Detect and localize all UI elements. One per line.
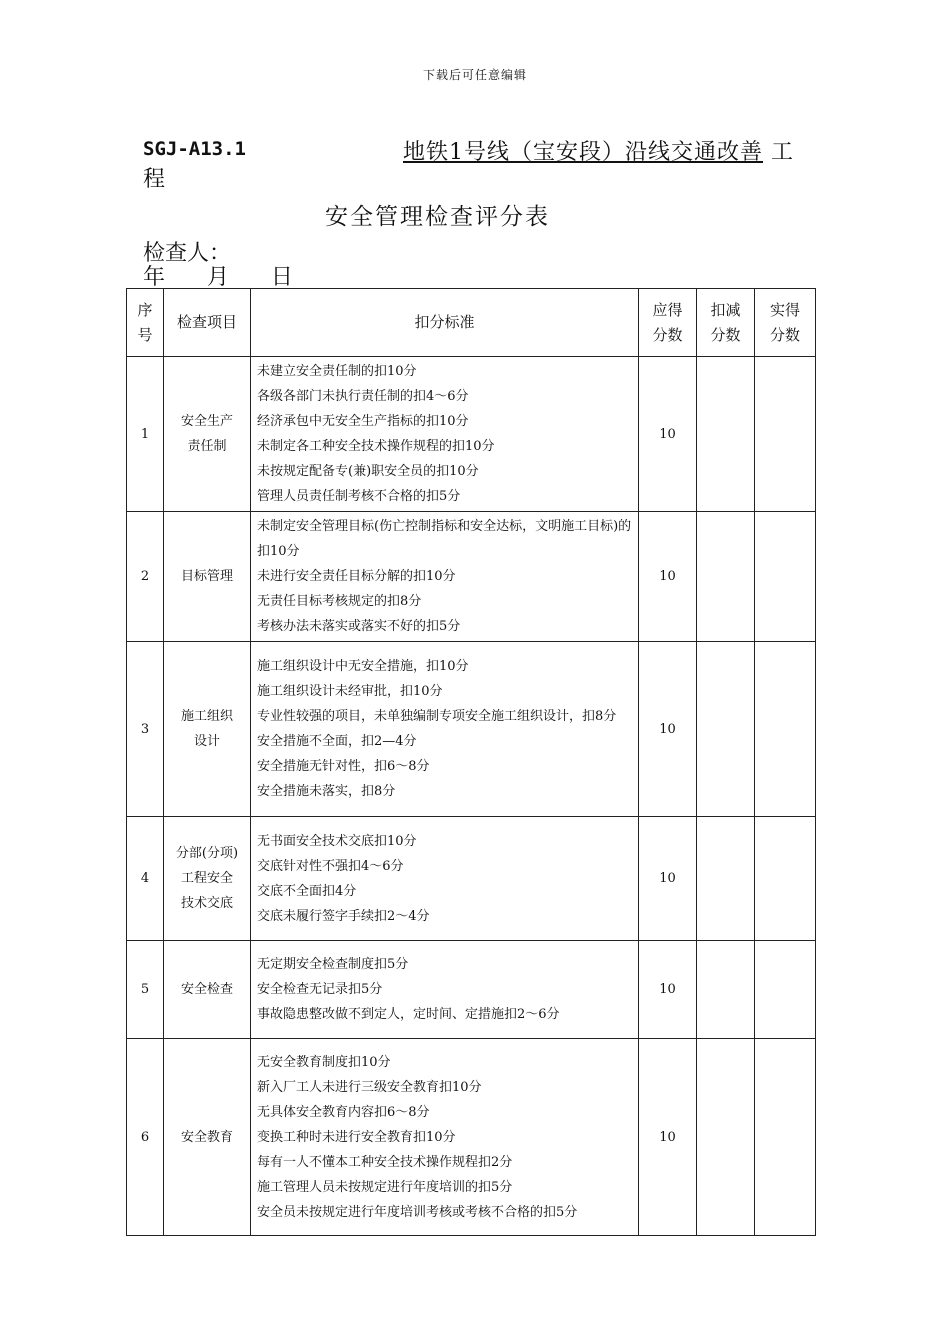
criteria-line: 未建立安全责任制的扣10分 bbox=[257, 364, 417, 379]
row-max-score: 10 bbox=[639, 941, 697, 1039]
criteria-line: 无责任目标考核规定的扣8分 bbox=[257, 594, 422, 609]
criteria-line: 无定期安全检查制度扣5分 bbox=[257, 957, 409, 972]
project-name-end: 工 bbox=[771, 140, 795, 165]
row-deduction-cell[interactable] bbox=[697, 941, 755, 1039]
criteria-line: 未制定各工种安全技术操作规程的扣10分 bbox=[257, 439, 495, 454]
criteria-line: 施工组织设计未经审批，扣10分 bbox=[257, 684, 443, 699]
row-no: 4 bbox=[127, 817, 164, 941]
criteria-line: 交底未履行签字手续扣2～4分 bbox=[257, 908, 430, 924]
row-no: 6 bbox=[127, 1039, 164, 1236]
row-max-score: 10 bbox=[639, 642, 697, 817]
row-no: 3 bbox=[127, 642, 164, 817]
table-row bbox=[127, 357, 816, 512]
date-label: 年 月 日 bbox=[143, 265, 293, 290]
criteria-line: 安全措施未落实，扣8分 bbox=[257, 784, 396, 799]
row-actual-cell[interactable] bbox=[755, 642, 816, 817]
criteria-line: 施工管理人员未按规定进行年度培训的扣5分 bbox=[257, 1179, 513, 1195]
col-header-criteria: 扣分标准 bbox=[251, 289, 639, 357]
table-header-row bbox=[127, 289, 816, 357]
row-item: 安全生产责任制 bbox=[164, 357, 251, 512]
row-actual-cell[interactable] bbox=[755, 357, 816, 512]
project-name bbox=[403, 135, 794, 166]
criteria-line: 考核办法未落实或落实不好的扣5分 bbox=[257, 619, 461, 634]
row-criteria bbox=[251, 817, 639, 941]
criteria-line: 经济承包中无安全生产指标的扣10分 bbox=[257, 414, 469, 429]
criteria-line: 未按规定配备专(兼)职安全员的扣10分 bbox=[257, 464, 479, 479]
row-max-score: 10 bbox=[639, 512, 697, 642]
criteria-line: 安全检查无记录扣5分 bbox=[257, 982, 383, 997]
criteria-line: 未进行安全责任目标分解的扣10分 bbox=[257, 569, 456, 584]
row-item: 分部(分项)工程安全技术交底 bbox=[164, 817, 251, 941]
row-deduction-cell[interactable] bbox=[697, 817, 755, 941]
criteria-line: 每有一人不懂本工种安全技术操作规程扣2分 bbox=[257, 1154, 513, 1170]
criteria-line: 事故隐患整改做不到定人，定时间、定措施扣2～6分 bbox=[257, 1007, 560, 1022]
table-row bbox=[127, 941, 816, 1039]
row-item: 施工组织设计 bbox=[164, 642, 251, 817]
col-header-actual: 实得分数 bbox=[755, 289, 816, 357]
form-code: SGJ-A13.1 bbox=[143, 138, 246, 160]
row-deduction-cell[interactable] bbox=[697, 357, 755, 512]
row-criteria bbox=[251, 642, 639, 817]
row-no: 1 bbox=[127, 357, 164, 512]
row-item: 安全检查 bbox=[164, 941, 251, 1039]
row-deduction-cell[interactable] bbox=[697, 1039, 755, 1236]
criteria-line: 未制定安全管理目标(伤亡控制指标和安全达标，文明施工目标)的扣10分 bbox=[257, 519, 632, 559]
row-actual-cell[interactable] bbox=[755, 512, 816, 642]
row-actual-cell[interactable] bbox=[755, 1039, 816, 1236]
row-no: 5 bbox=[127, 941, 164, 1039]
criteria-line: 无具体安全教育内容扣6～8分 bbox=[257, 1104, 430, 1120]
row-deduction-cell[interactable] bbox=[697, 512, 755, 642]
criteria-line: 安全措施不全面，扣2—4分 bbox=[257, 734, 417, 749]
col-header-max-score: 应得分数 bbox=[639, 289, 697, 357]
row-actual-cell[interactable] bbox=[755, 941, 816, 1039]
row-actual-cell[interactable] bbox=[755, 817, 816, 941]
criteria-line: 管理人员责任制考核不合格的扣5分 bbox=[257, 489, 461, 504]
criteria-line: 交底不全面扣4分 bbox=[257, 883, 357, 899]
score-table bbox=[126, 288, 816, 1236]
form-title: 安全管理检查评分表 bbox=[325, 204, 550, 230]
row-item: 安全教育 bbox=[164, 1039, 251, 1236]
criteria-line: 变换工种时未进行安全教育扣10分 bbox=[257, 1129, 456, 1145]
col-header-deduction: 扣减分数 bbox=[697, 289, 755, 357]
row-deduction-cell[interactable] bbox=[697, 642, 755, 817]
row-max-score: 10 bbox=[639, 357, 697, 512]
criteria-line: 安全措施无针对性，扣6～8分 bbox=[257, 759, 430, 774]
row-max-score: 10 bbox=[639, 1039, 697, 1236]
row-criteria bbox=[251, 941, 639, 1039]
page-header-note: 下载后可任意编辑 bbox=[422, 68, 527, 82]
row-max-score: 10 bbox=[639, 817, 697, 941]
criteria-line: 施工组织设计中无安全措施，扣10分 bbox=[257, 659, 469, 674]
col-header-no: 序号 bbox=[127, 289, 164, 357]
inspector-label: 检查人： bbox=[143, 241, 232, 266]
criteria-line: 新入厂工人未进行三级安全教育扣10分 bbox=[257, 1079, 482, 1095]
col-header-item: 检查项目 bbox=[164, 289, 251, 357]
criteria-line: 各级各部门未执行责任制的扣4～6分 bbox=[257, 389, 469, 404]
row-criteria bbox=[251, 512, 639, 642]
project-name-main: 地铁1号线（宝安段）沿线交通改善 bbox=[403, 140, 763, 165]
table-row bbox=[127, 512, 816, 642]
row-item: 目标管理 bbox=[164, 512, 251, 642]
criteria-line: 无安全教育制度扣10分 bbox=[257, 1054, 391, 1070]
criteria-line: 无书面安全技术交底扣10分 bbox=[257, 833, 417, 849]
row-no: 2 bbox=[127, 512, 164, 642]
table-row bbox=[127, 817, 816, 941]
criteria-line: 交底针对性不强扣4～6分 bbox=[257, 858, 404, 874]
criteria-line: 安全员未按规定进行年度培训考核或考核不合格的扣5分 bbox=[257, 1204, 578, 1220]
criteria-line: 专业性较强的项目，未单独编制专项安全施工组织设计，扣8分 bbox=[257, 709, 617, 724]
table-row bbox=[127, 1039, 816, 1236]
row-criteria bbox=[251, 357, 639, 512]
project-name-tail: 程 bbox=[143, 167, 166, 192]
table-row bbox=[127, 642, 816, 817]
row-criteria bbox=[251, 1039, 639, 1236]
